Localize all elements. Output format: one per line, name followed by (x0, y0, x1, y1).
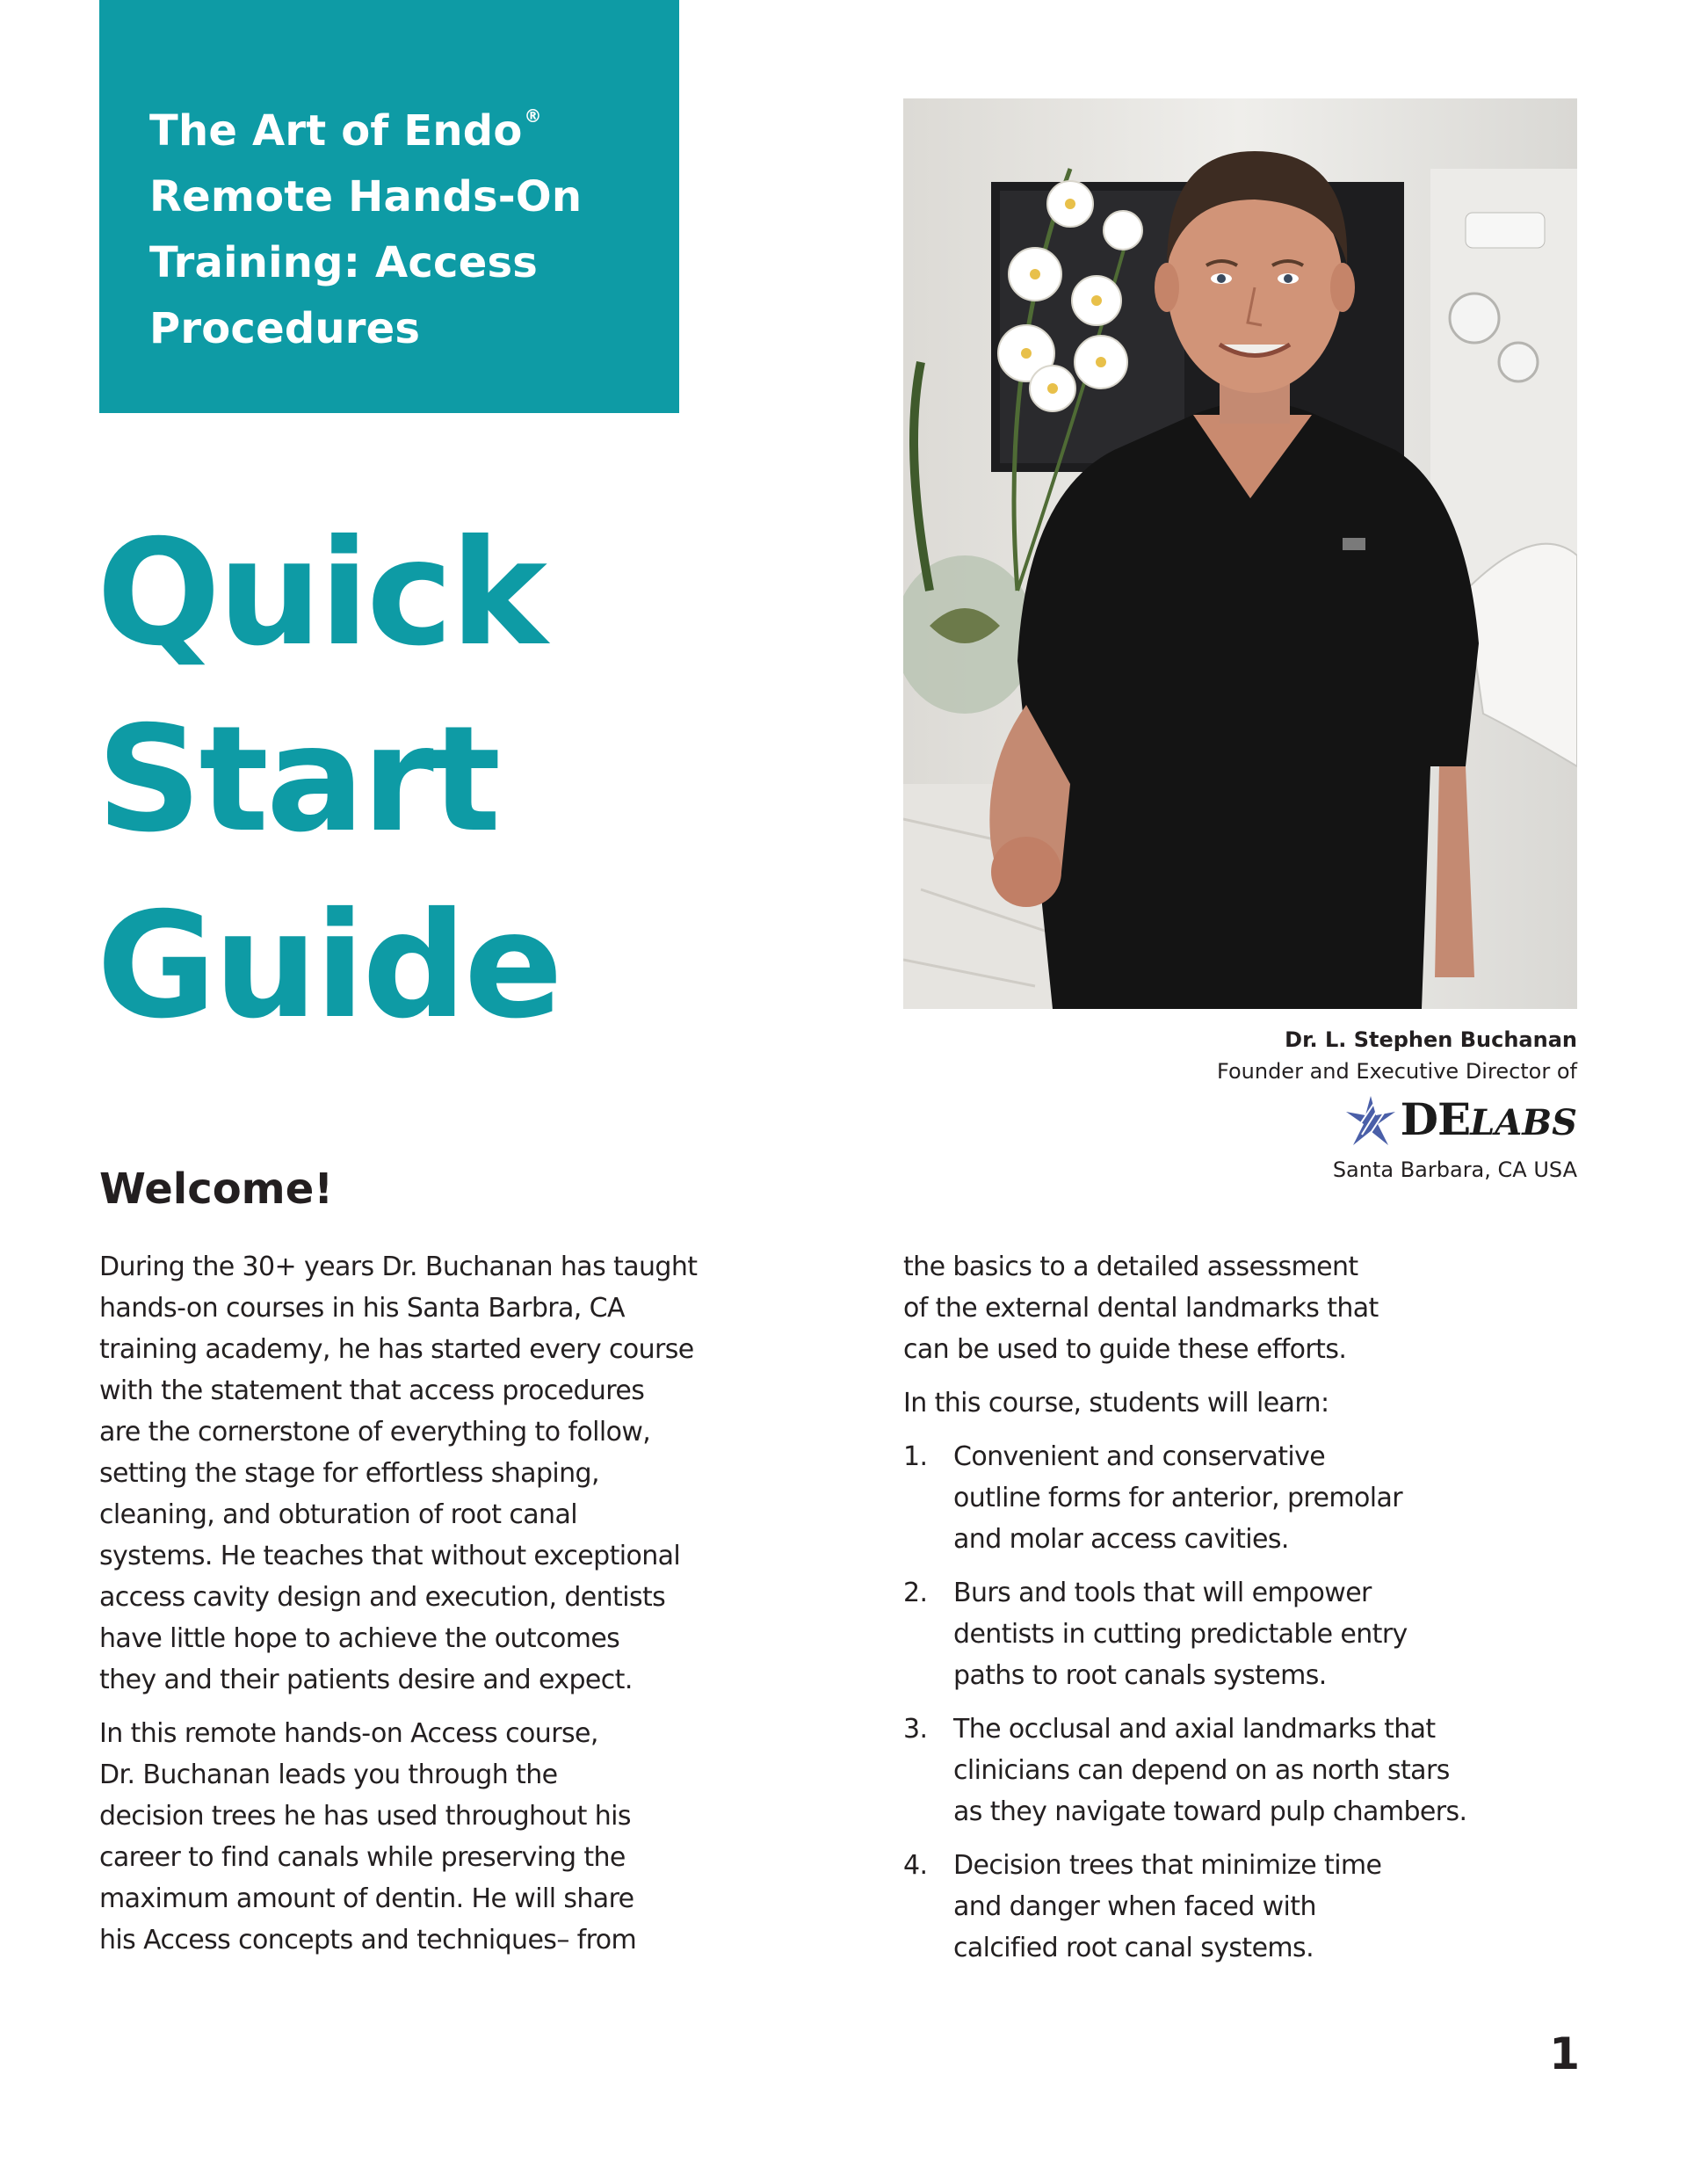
logo-labs-text: LABS (1470, 1102, 1577, 1143)
course-title-box (99, 0, 679, 413)
course-title-line3: Training: Access (149, 238, 538, 287)
course-title (149, 83, 668, 362)
list-text: Burs and tools that will empower dentists in cutting predictable entry paths to root canals systems. (953, 1578, 1408, 1691)
continued-paragraph: the basics to a detailed assessment of the external dental landmarks that can be used to guide these efforts. (903, 1252, 1379, 1365)
learn-intro: In this course, students will learn: (903, 1388, 1329, 1419)
location: Santa Barbara, CA USA (1332, 1157, 1577, 1182)
right-column (903, 1246, 1606, 1981)
title-line-start: Start (97, 695, 499, 865)
intro-paragraph: During the 30+ years Dr. Buchanan has taught hands-on courses in his Santa Barbra, CA training academy, he has started every course with the statement that access procedures are the cornerstone of everything to follow, setting the stage for effortless shaping, cleaning, and obturation of root canal systems. He teaches that without exceptional access cavity design and execution, dentists have little hope to achieve the outcomes they and their patients desire and expect. (99, 1252, 698, 1695)
portrait-illustration (903, 98, 1577, 1009)
learning-list (903, 1436, 1606, 1969)
title-line-quick: Quick (97, 509, 545, 678)
left-column (99, 1246, 829, 1973)
delabs-logo-icon (1344, 1094, 1397, 1149)
course-paragraph: In this remote hands-on Access course, Dr. Buchanan leads you through the decision trees he has used throughout his career to find canals while preserving the maximum amount of dentin. He will share his Access concepts and techniques– from (99, 1718, 637, 1955)
doctor-name: Dr. L. Stephen Buchanan (1285, 1027, 1577, 1052)
list-text: Decision trees that minimize time and danger when faced with calcified root canal systems. (953, 1850, 1382, 1963)
course-title-line4: Procedures (149, 304, 421, 353)
list-number: 1. (903, 1441, 928, 1472)
list-item (903, 1572, 1606, 1696)
welcome-heading: Welcome! (99, 1165, 334, 1214)
logo-de-text: DE (1400, 1093, 1471, 1145)
delabs-logo (1050, 1087, 1577, 1156)
list-item (903, 1436, 1606, 1560)
portrait-photo (903, 98, 1577, 1009)
quick-start-guide-title (97, 501, 561, 1060)
list-text: Convenient and conservative outline forms for anterior, premolar and molar access cavities. (953, 1441, 1402, 1555)
list-text: The occlusal and axial landmarks that clinicians can depend on as north stars as they navigate toward pulp chambers. (953, 1714, 1467, 1827)
list-number: 4. (903, 1850, 928, 1881)
course-title-line1: The Art of Endo (149, 106, 523, 156)
list-number: 3. (903, 1714, 928, 1745)
registered-mark: ® (524, 105, 542, 127)
title-line-guide: Guide (97, 882, 561, 1051)
course-title-line2: Remote Hands-On (149, 172, 583, 221)
doctor-role: Founder and Executive Director of (1217, 1059, 1577, 1084)
page-number: 1 (1549, 2028, 1580, 2079)
list-item (903, 1709, 1606, 1832)
photo-caption (1050, 1024, 1577, 1184)
list-item (903, 1845, 1606, 1969)
list-number: 2. (903, 1578, 928, 1608)
